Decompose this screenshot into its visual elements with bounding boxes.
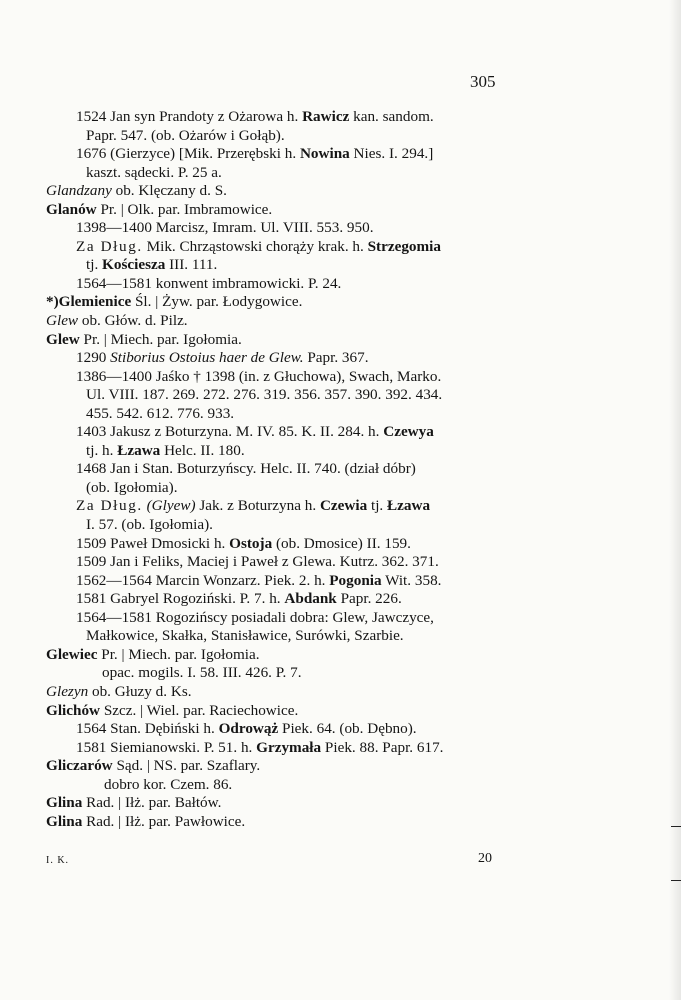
text-line: [46, 572, 646, 591]
text-segment: Rad. | Iłż. par. Bałtów.: [82, 794, 222, 812]
italic-text: Glezyn: [46, 682, 89, 700]
entry-keyword: Nowina: [299, 145, 350, 163]
text-line: [46, 516, 646, 535]
text-segment: Rad. | Iłż. par. Pawłowice.: [82, 812, 246, 830]
entry-keyword: Kościesza: [102, 256, 166, 274]
edge-mark: [671, 826, 681, 827]
text-line: [46, 238, 646, 257]
text-segment: 1468 Jan i Stan. Boturzyńscy. Helc. II. 740. (dział dóbr): [76, 460, 416, 478]
entry-keyword: Rawicz: [302, 108, 350, 125]
footer-signature: I. K.: [46, 855, 70, 866]
entry-keyword: Glew: [46, 330, 80, 348]
text-segment: Pr. | Olk. par. Imbramowice.: [96, 200, 273, 218]
text-segment: Małkowice, Skałka, Stanisławice, Surówki, Szarbie.: [86, 627, 404, 645]
text-segment: Mik. Chrząstowski chorąży krak. h.: [142, 237, 368, 255]
entry-keyword: Czewya: [383, 423, 434, 441]
text-line: [46, 479, 646, 498]
text-line: [46, 535, 646, 554]
text-segment: 1676 (Gierzyce) [Mik. Przerębski h.: [76, 145, 300, 163]
italic-text: (Glyew): [146, 497, 196, 515]
text-segment: ob. Głuzy d. Ks.: [88, 682, 192, 700]
text-segment: 1509 Jan i Feliks, Maciej i Paweł z Glewa. Kutrz. 362. 371.: [76, 553, 439, 571]
text-segment: 1562—1564 Marcin Wonzarz. Piek. 2. h.: [76, 571, 330, 589]
text-segment: tj.: [86, 256, 103, 274]
text-segment: kaszt. sądecki. P. 25 a.: [86, 163, 222, 181]
text-segment: 1403 Jakusz z Boturzyna. M. IV. 85. K. II. 284. h.: [76, 423, 384, 441]
text-segment: (ob. Igołomia).: [86, 478, 178, 496]
text-line: [46, 442, 646, 461]
entry-keyword: *)Glemienice: [46, 293, 132, 311]
text-segment: 1564—1581 Rogozińscy posiadali dobra: Glew, Jawczyce,: [76, 608, 434, 626]
text-line: [46, 275, 646, 294]
entry-keyword: Pogonia: [329, 571, 382, 589]
text-line: [46, 590, 646, 609]
entry-keyword: Glanów: [46, 200, 97, 218]
text-segment: Szcz. | Wiel. par. Raciechowice.: [100, 701, 299, 719]
text-line: [46, 720, 646, 739]
text-segment: (ob. Dmosice) II. 159.: [272, 534, 411, 552]
entry-keyword: Łzawa: [387, 497, 431, 515]
text-line: [46, 219, 646, 238]
text-segment: Za Dług.: [76, 497, 143, 515]
text-line: [46, 627, 646, 646]
text-segment: ob. Klęczany d. S.: [111, 182, 227, 200]
text-segment: 1581 Gabryel Rogoziński. P. 7. h.: [76, 590, 285, 608]
entry-keyword: Gliczarów: [46, 757, 113, 775]
index-entries: [46, 108, 646, 831]
entry-keyword: Łzawa: [117, 441, 161, 459]
entry-keyword: Czewia: [319, 497, 368, 515]
text-line: [46, 368, 646, 387]
text-line: [46, 293, 646, 312]
text-line: [46, 201, 646, 220]
text-line: [46, 609, 646, 628]
text-line: [46, 702, 646, 721]
text-segment: Jak. z Boturzyna h.: [195, 497, 320, 515]
entry-keyword: Glina: [46, 794, 83, 812]
italic-text: Glew: [46, 312, 79, 330]
text-line: [46, 757, 646, 776]
text-line: [46, 460, 646, 479]
text-line: [46, 331, 646, 350]
text-segment: opac. mogils. I. 58. III. 426. P. 7.: [102, 664, 302, 682]
text-segment: 1386—1400 Jaśko † 1398 (in. z Głuchowa), Swach, Marko.: [76, 367, 442, 385]
text-segment: tj. h.: [86, 441, 118, 459]
text-segment: Papr. 367.: [303, 349, 369, 367]
text-segment: 1564—1581 konwent imbramowicki. P. 24.: [76, 274, 342, 292]
footer-sheet-number: 20: [478, 851, 492, 866]
text-line: [46, 553, 646, 572]
italic-text: Stiborius Ostoius haer de Glew.: [110, 349, 304, 367]
text-segment: 1564 Stan. Dębiński h.: [76, 720, 219, 738]
text-line: [46, 256, 646, 275]
text-line: [46, 349, 646, 368]
text-segment: Sąd. | NS. par. Szaflary.: [112, 757, 261, 775]
text-line: [46, 794, 646, 813]
text-segment: tj.: [367, 497, 388, 515]
text-segment: Papr. 547. (ob. Ożarów i Gołąb).: [86, 126, 285, 144]
entry-keyword: Glina: [46, 812, 83, 830]
text-segment: 1398—1400 Marcisz, Imram. Ul. VIII. 553. 950.: [76, 219, 374, 237]
text-segment: Wit. 358.: [381, 571, 442, 589]
italic-text: Glandzany: [46, 182, 112, 200]
entry-keyword: Strzegomia: [367, 237, 441, 255]
text-line: [46, 739, 646, 758]
text-segment: Pr. | Miech. par. Igołomia.: [79, 330, 242, 348]
text-line: [46, 182, 646, 201]
text-line: [46, 127, 646, 146]
text-segment: 1509 Paweł Dmosicki h.: [76, 534, 230, 552]
text-segment: kan. sandom.: [349, 108, 434, 125]
entry-keyword: Grzymała: [256, 738, 322, 756]
text-line: [46, 683, 646, 702]
text-segment: Za Dług.: [76, 237, 143, 255]
text-segment: Nies. I. 294.]: [349, 145, 434, 163]
text-segment: Śl. | Żyw. par. Łodygowice.: [131, 293, 303, 311]
text-segment: 1581 Siemianowski. P. 51. h.: [76, 738, 257, 756]
text-segment: 1290: [76, 349, 111, 367]
entry-keyword: Abdank: [284, 590, 337, 608]
page-number: 305: [470, 72, 496, 91]
text-segment: Papr. 226.: [336, 590, 402, 608]
text-segment: III. 111.: [165, 256, 218, 274]
text-line: [46, 646, 646, 665]
text-line: [46, 423, 646, 442]
text-line: [46, 108, 646, 127]
text-segment: 1524 Jan syn Prandoty z Ożarowa h.: [76, 108, 303, 125]
text-line: [46, 813, 646, 832]
text-segment: 455. 542. 612. 776. 933.: [86, 404, 235, 422]
text-segment: I. 57. (ob. Igołomia).: [86, 516, 213, 534]
text-line: [46, 664, 646, 683]
text-line: [46, 386, 646, 405]
entry-keyword: Ostoja: [229, 534, 273, 552]
text-line: [46, 312, 646, 331]
entry-keyword: Glewiec: [46, 645, 98, 663]
entry-keyword: Glichów: [46, 701, 101, 719]
text-segment: dobro kor. Czem. 86.: [104, 775, 233, 793]
text-line: [46, 405, 646, 424]
text-line: [46, 164, 646, 183]
text-segment: Helc. II. 180.: [160, 441, 245, 459]
text-line: [46, 497, 646, 516]
text-line: [46, 776, 646, 795]
text-segment: ob. Głów. d. Pilz.: [78, 312, 188, 330]
text-segment: Pr. | Miech. par. Igołomia.: [97, 645, 260, 663]
text-line: [46, 145, 646, 164]
text-segment: Piek. 88. Papr. 617.: [321, 738, 444, 756]
text-segment: Piek. 64. (ob. Dębno).: [278, 720, 417, 738]
text-segment: Ul. VIII. 187. 269. 272. 276. 319. 356. 357. 390. 392. 434.: [86, 386, 443, 404]
edge-mark: [671, 880, 681, 881]
page-edge-shadow: [669, 0, 681, 1000]
entry-keyword: Odrowąż: [218, 720, 279, 738]
